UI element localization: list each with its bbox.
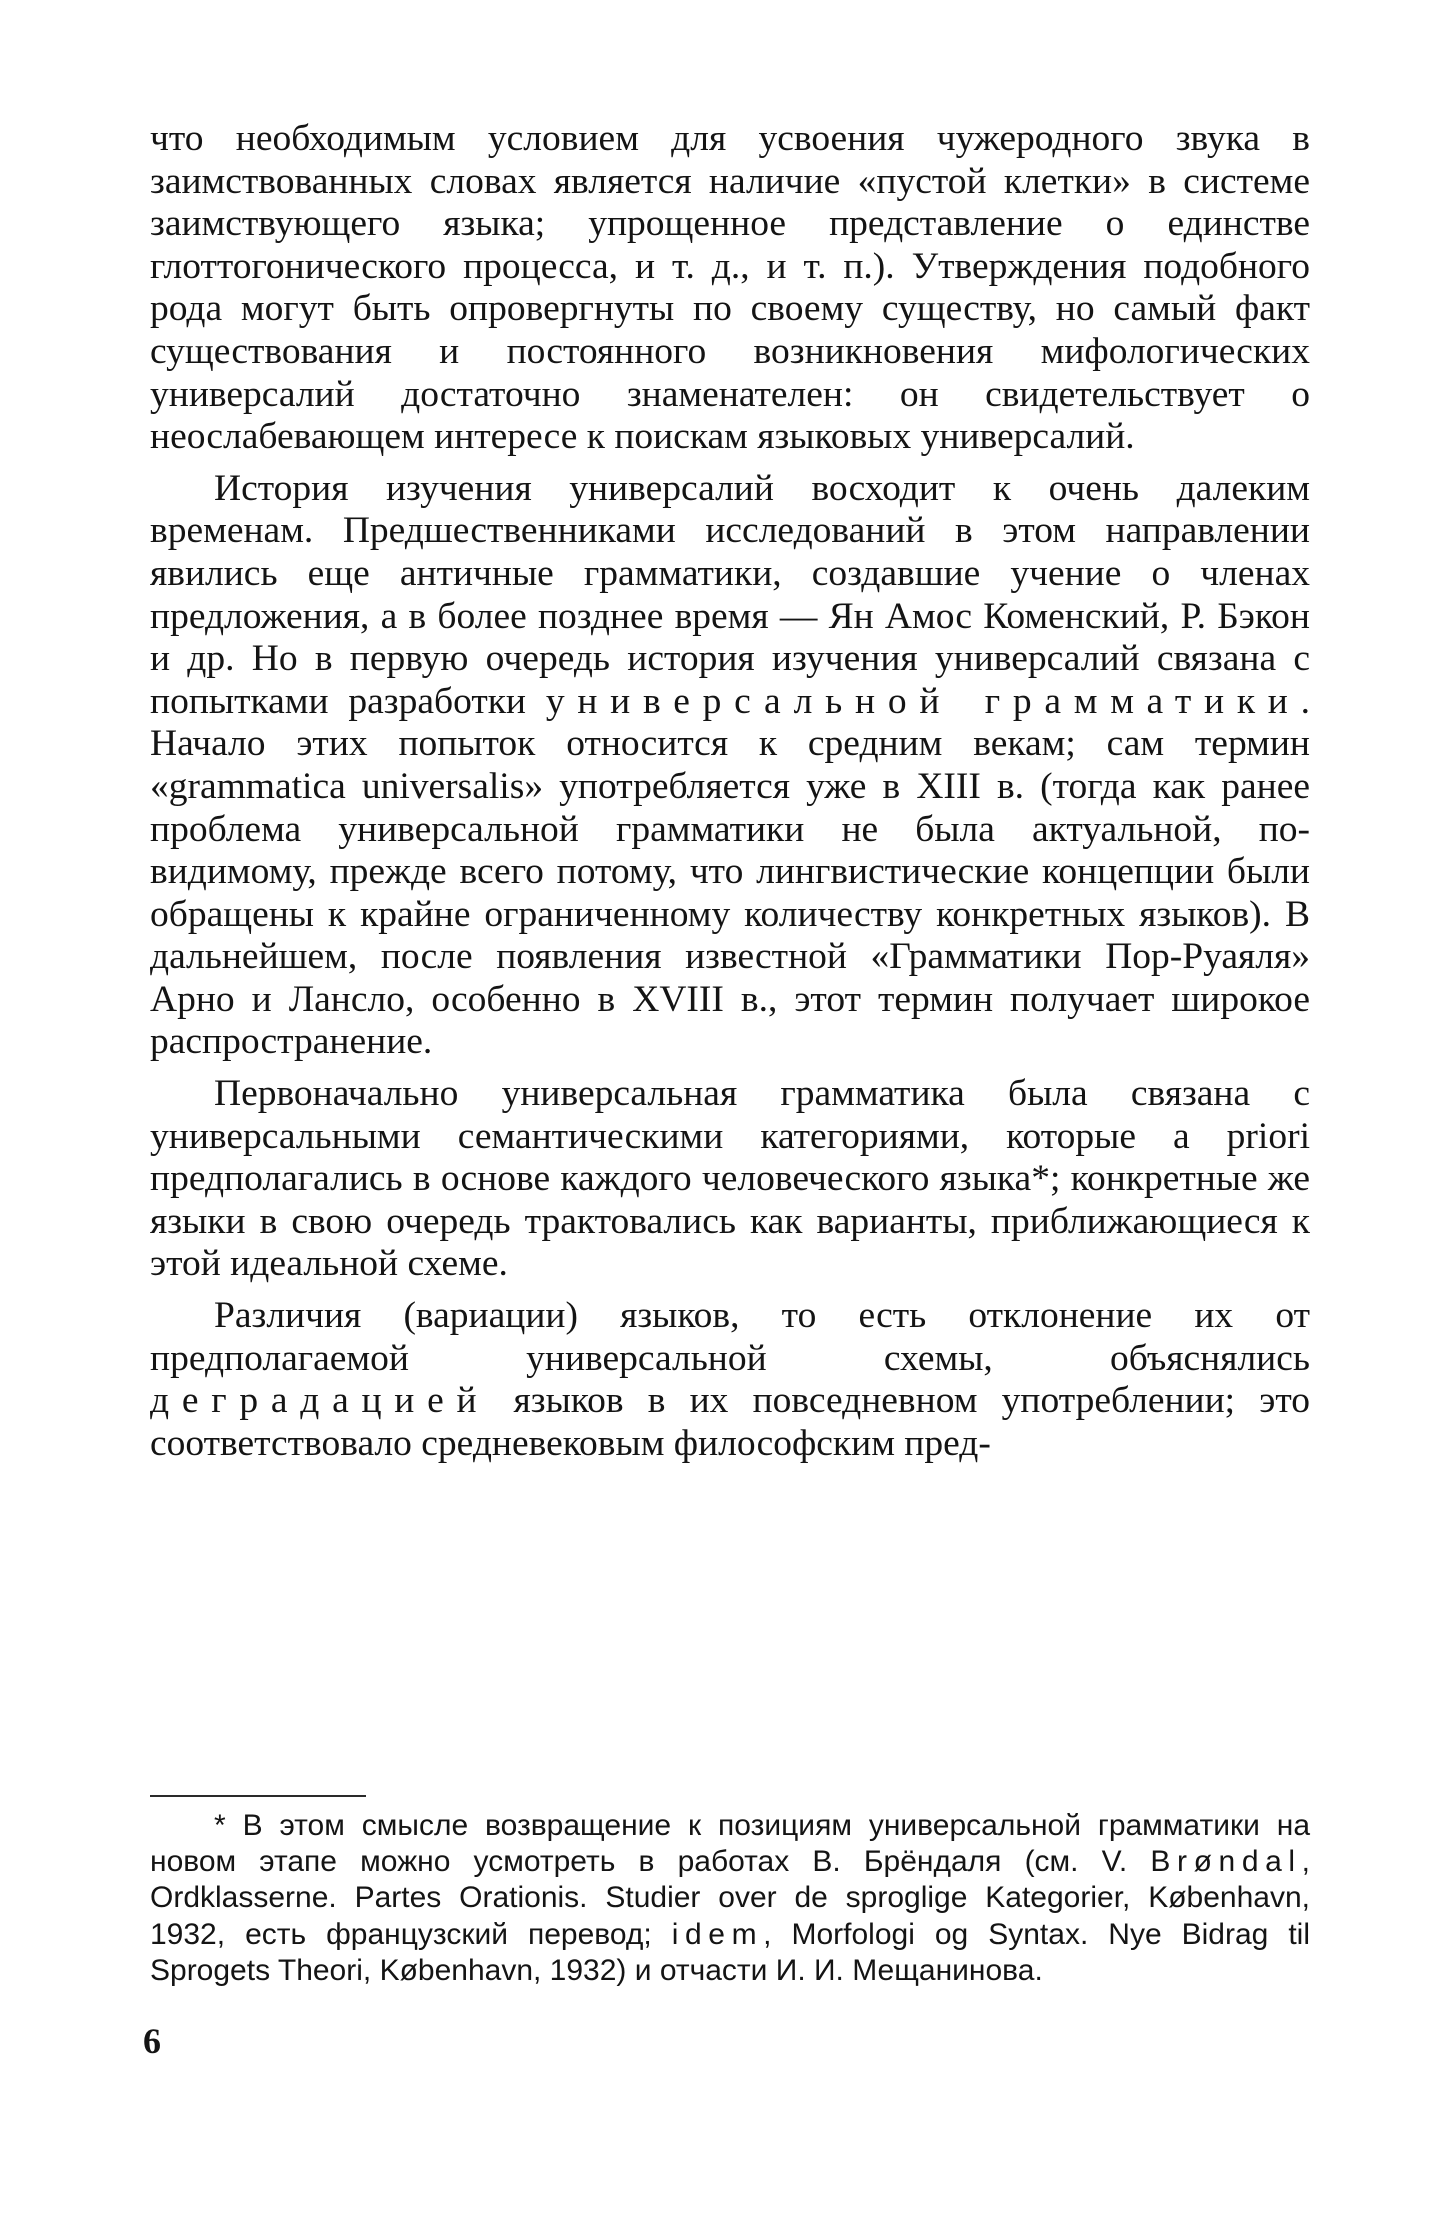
paragraph-2-text-b: . Начало этих попыток относится к средним векам; сам термин «grammatica universalis» употребляется уже в XIII в. (тогда как ранее проблема универсальной грамматики не была актуальной, по-видимому, прежде всего потому, что лингвистические концепции были обращены к крайне ограниченному количеству конкретных языков). В дальнейшем, после появления известной «Грамматики Пор-Руаяля» Арно и Лансло, особенно в XVIII в., этот термин получает широкое распространение.	[150, 680, 1310, 1063]
paragraph-3-text: Первоначально универсальная грамматика была связана с универсальными семантическими категориями, которые a priori предполагались в основе каждого человеческого языка*; конкретные же языки в свою очередь трактовались как варианты, приближающиеся к этой идеальной схеме.	[150, 1073, 1310, 1285]
footnote-divider	[150, 1795, 366, 1797]
footnote-text-c: , Morfologi og Syntax. Nye Bidrag til Sprogets Theori, København, 1932) и отчасти И. И. Мещанинова.	[150, 1917, 1310, 1987]
main-text	[150, 118, 1310, 1465]
paragraph-1-text: что необходимым условием для усвоения чужеродного звука в заимствованных словах является наличие «пустой клетки» в системе заимствующего языка; упрощенное представление о единстве глоттогонического процесса, и т. д., и т. п.). Утверждения подобного рода могут быть опровергнуты по своему существу, но самый факт существования и постоянного возникновения мифологических универсалий достаточно знаменателен: он свидетельствует о неослабевающем интересе к поискам языковых универсалий.	[150, 118, 1310, 458]
paragraph-3	[150, 1073, 1310, 1286]
paragraph-4	[150, 1295, 1310, 1465]
footnote-author-spaced: Brøndal	[1150, 1845, 1302, 1879]
footnote-text-a: * В этом смысле возвращение к позициям универсальной грамматики на новом этапе можно усмотреть в работах В. Брёндаля (см. V.	[150, 1809, 1310, 1879]
page-number: 6	[143, 2021, 161, 2061]
paragraph-1	[150, 118, 1310, 459]
paragraph-2	[150, 468, 1310, 1064]
paragraph-2-spaced-term: универсальной грамматики	[545, 680, 1301, 722]
footnote-text-b: , Ordklasserne. Partes Orationis. Studier over de sproglige Kategorier, København, 1932, есть французский перевод;	[150, 1845, 1310, 1951]
footnote	[150, 1808, 1310, 1989]
paragraph-2-text-a: История изучения универсалий восходит к очень далеким временам. Предшественниками исследований в этом направлении явились еще античные грамматики, создавшие учение о членах предложения, а в более позднее время — Ян Амос Коменский, Р. Бэкон и др. Но в первую очередь история изучения универсалий связана с попытками разработки	[150, 467, 1310, 722]
paragraph-4-text-b: языков в их повседневном употреблении; это соответствовало средневековым философским пред-	[150, 1380, 1310, 1464]
paragraph-4-spaced-term: деградацией	[150, 1380, 490, 1422]
paragraph-4-text-a: Различия (вариации) языков, то есть отклонение их от предполагаемой универсальной схемы, объяснялись	[150, 1295, 1310, 1379]
footnote-idem-spaced: idem	[671, 1917, 764, 1951]
